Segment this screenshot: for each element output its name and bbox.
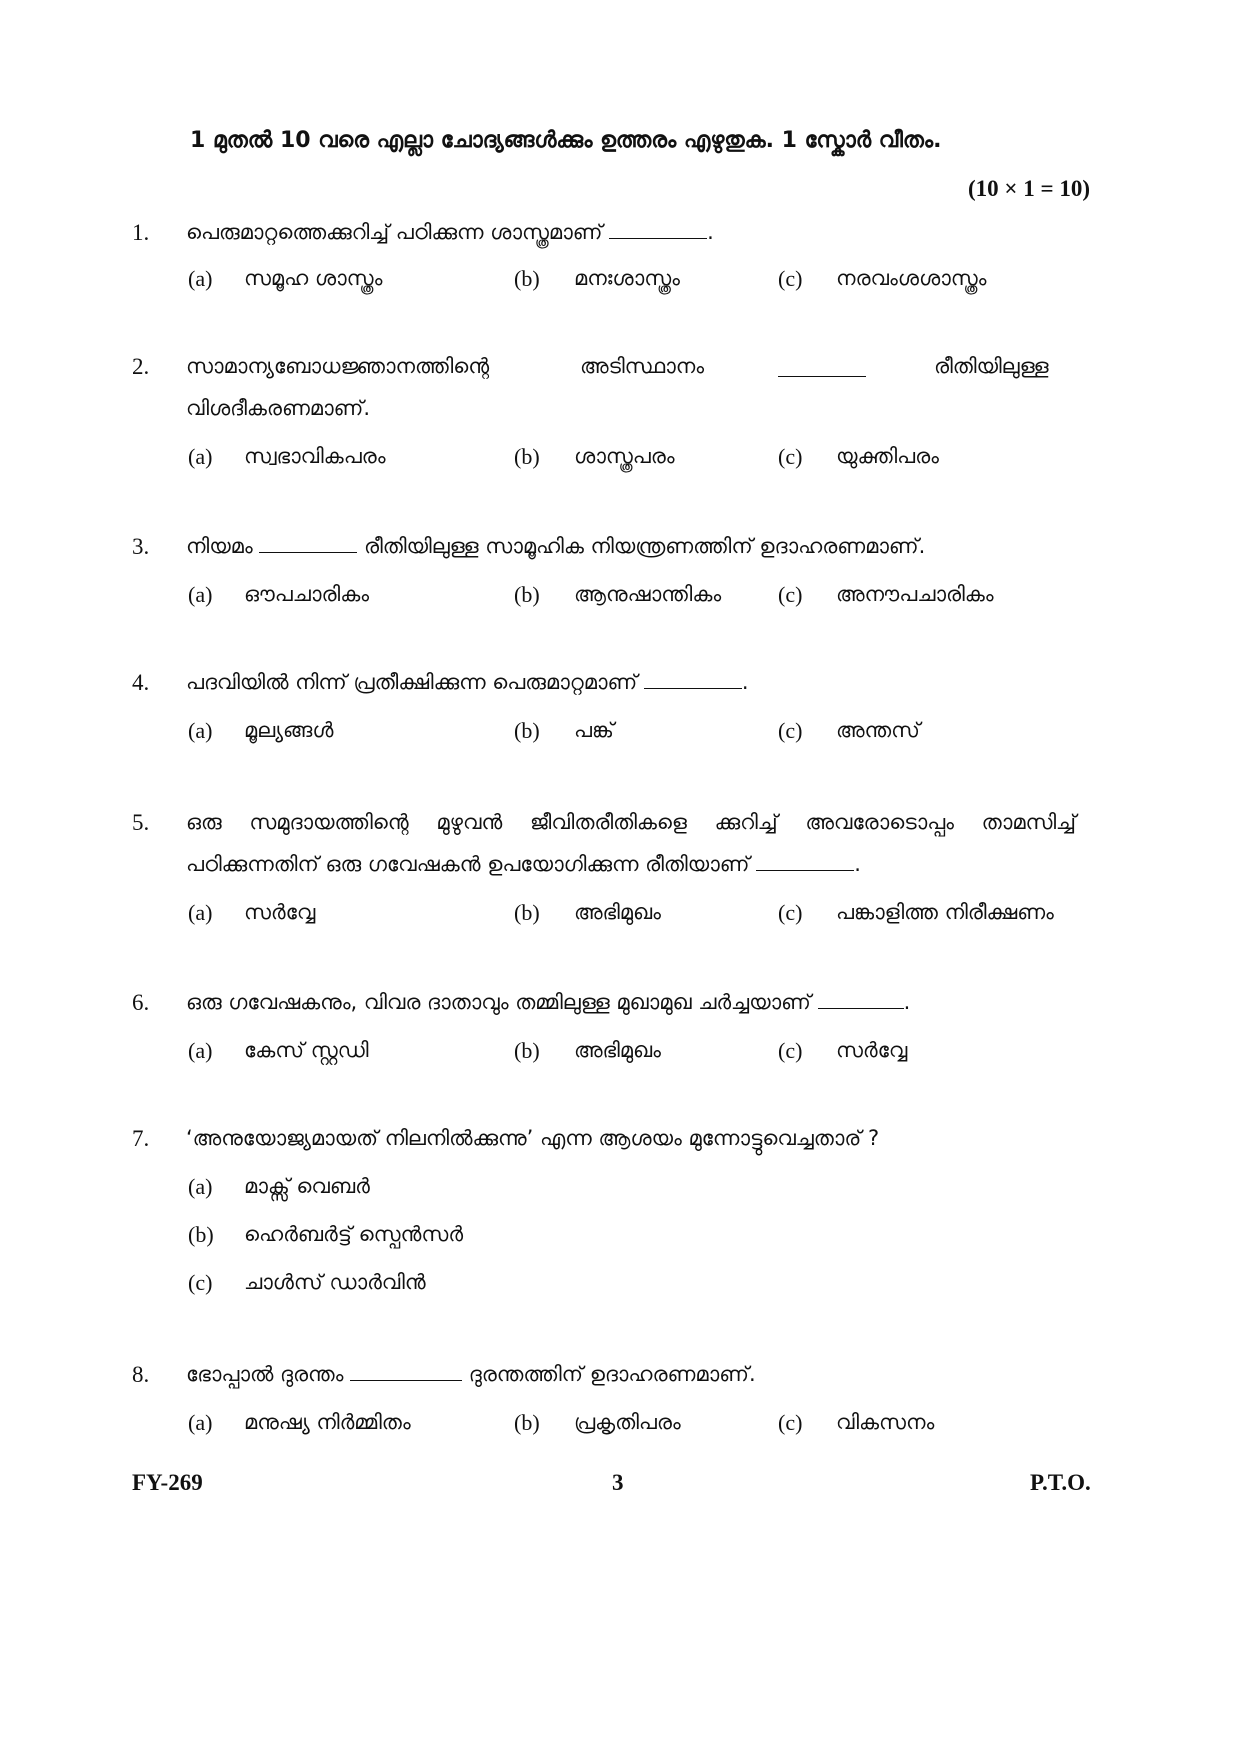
- option-text: പങ്ക്: [574, 718, 614, 742]
- option-label: (c): [778, 718, 803, 743]
- option-label: (b): [514, 444, 540, 469]
- option-label: (a): [188, 1174, 213, 1199]
- option-text: സർവ്വേ: [244, 900, 316, 924]
- paper-code: FY-269: [132, 1470, 203, 1495]
- question-number: 7.: [132, 1126, 150, 1151]
- option-label: (a): [188, 266, 213, 291]
- option-text: അന്തസ്: [836, 718, 920, 742]
- option-text: അനൗപചാരികം: [836, 582, 994, 606]
- question-text-line1: ഒരു സമുദായത്തിന്റെ മുഴുവൻ ജീവിതരീതികളെ ക്കുറിച്ച് അവരോടൊപ്പം താമസിച്ച്: [186, 810, 1076, 834]
- option-label: (a): [188, 582, 213, 607]
- option-text: മൂല്യങ്ങൾ: [244, 718, 334, 742]
- instructions-text: 1 മുതൽ 10 വരെ എല്ലാ ചോദ്യങ്ങൾക്കും ഉത്തരം എഴുതുക. 1 സ്കോർ വീതം.: [190, 128, 942, 153]
- option-text: പങ്കാളിത്ത നിരീക്ഷണം: [836, 900, 1054, 924]
- option-text: പ്രകൃതിപരം: [574, 1410, 681, 1434]
- option-label: (b): [514, 718, 540, 743]
- answer-blank[interactable]: [778, 358, 866, 381]
- question-number: 5.: [132, 810, 150, 835]
- question-text: നിയമം രീതിയിലുള്ള സാമൂഹിക നിയന്ത്രണത്തിന് ഉദാഹരണമാണ്.: [186, 534, 926, 558]
- answer-blank[interactable]: [350, 1362, 462, 1381]
- option-text: മനഃശാസ്ത്രം: [574, 266, 680, 290]
- marks-allocation: (10 × 1 = 10): [968, 176, 1091, 201]
- option-label: (c): [778, 1038, 803, 1063]
- question-text-part: സാമാന്യബോധജ്ഞാനത്തിന്റെ: [186, 354, 490, 378]
- question-text-part: അടിസ്ഥാനം: [580, 354, 705, 378]
- option-text: ആനുഷാന്തികം: [574, 582, 722, 606]
- option-label: (b): [514, 1410, 540, 1435]
- option-text: സ്വഭാവികപരം: [244, 444, 386, 468]
- option-label: (a): [188, 900, 213, 925]
- question-number: 2.: [132, 354, 150, 379]
- option-label: (c): [778, 266, 803, 291]
- option-text: ഹെർബർട്ട് സ്പെൻസർ: [244, 1222, 464, 1246]
- option-label: (a): [188, 1410, 213, 1435]
- option-text: ചാൾസ് ഡാർവിൻ: [244, 1270, 426, 1294]
- option-label: (c): [778, 1410, 803, 1435]
- question-text: പഠിക്കുന്നതിന് ഒരു ഗവേഷകൻ ഉപയോഗിക്കുന്ന രീതിയാണ് .: [186, 852, 861, 876]
- question-text: പെരുമാറ്റത്തെക്കുറിച്ച് പഠിക്കുന്ന ശാസ്ത്രമാണ് .: [186, 220, 714, 244]
- option-label: (b): [514, 266, 540, 291]
- option-label: (c): [778, 444, 803, 469]
- option-text: അഭിമുഖം: [574, 900, 661, 924]
- question-text: ഭോപ്പാൽ ദുരന്തം ദുരന്തത്തിന് ഉദാഹരണമാണ്.: [186, 1362, 756, 1386]
- question-number: 8.: [132, 1362, 150, 1387]
- pto-label: P.T.O.: [1030, 1470, 1091, 1495]
- question-number: 1.: [132, 220, 150, 245]
- question-text: ‘അനുയോജ്യമായത് നിലനിൽക്കുന്നു’ എന്ന ആശയം മുന്നോട്ടുവെച്ചതാര് ?: [186, 1126, 880, 1150]
- option-text: വികസനം: [836, 1410, 935, 1434]
- option-label: (c): [778, 900, 803, 925]
- question-text-line2: വിശദീകരണമാണ്.: [186, 396, 371, 420]
- option-label: (a): [188, 444, 213, 469]
- answer-blank[interactable]: [756, 852, 854, 871]
- answer-blank[interactable]: [259, 534, 357, 553]
- option-label: (a): [188, 1038, 213, 1063]
- option-label: (b): [514, 1038, 540, 1063]
- answer-blank[interactable]: [644, 670, 742, 689]
- option-text: മനുഷ്യ നിർമ്മിതം: [244, 1410, 411, 1434]
- option-text: മാക്സ് വെബർ: [244, 1174, 370, 1198]
- question-text: ഒരു ഗവേഷകനും, വിവര ദാതാവും തമ്മിലുള്ള മുഖാമുഖ ചർച്ചയാണ് .: [186, 990, 911, 1014]
- option-text: അഭിമുഖം: [574, 1038, 661, 1062]
- option-text: സർവ്വേ: [836, 1038, 908, 1062]
- option-text: കേസ് സ്റ്റഡി: [244, 1038, 369, 1062]
- question-number: 6.: [132, 990, 150, 1015]
- option-label: (c): [778, 582, 803, 607]
- option-text: യുക്തിപരം: [836, 444, 939, 468]
- question-number: 3.: [132, 534, 150, 559]
- option-label: (b): [188, 1222, 214, 1247]
- option-label: (b): [514, 900, 540, 925]
- option-text: സമൂഹ ശാസ്ത്രം: [244, 266, 383, 290]
- option-label: (b): [514, 582, 540, 607]
- option-label: (a): [188, 718, 213, 743]
- answer-blank[interactable]: [818, 990, 904, 1009]
- page-number: 3: [612, 1470, 624, 1495]
- option-label: (c): [188, 1270, 213, 1295]
- option-text: ശാസ്ത്രപരം: [574, 444, 675, 468]
- answer-blank[interactable]: [609, 220, 707, 239]
- question-text: പദവിയിൽ നിന്ന് പ്രതീക്ഷിക്കുന്ന പെരുമാറ്റമാണ് .: [186, 670, 749, 694]
- question-number: 4.: [132, 670, 150, 695]
- option-text: നരവംശശാസ്ത്രം: [836, 266, 987, 290]
- option-text: ഔപചാരികം: [244, 582, 370, 606]
- question-text-part: രീതിയിലുള്ള: [934, 354, 1049, 378]
